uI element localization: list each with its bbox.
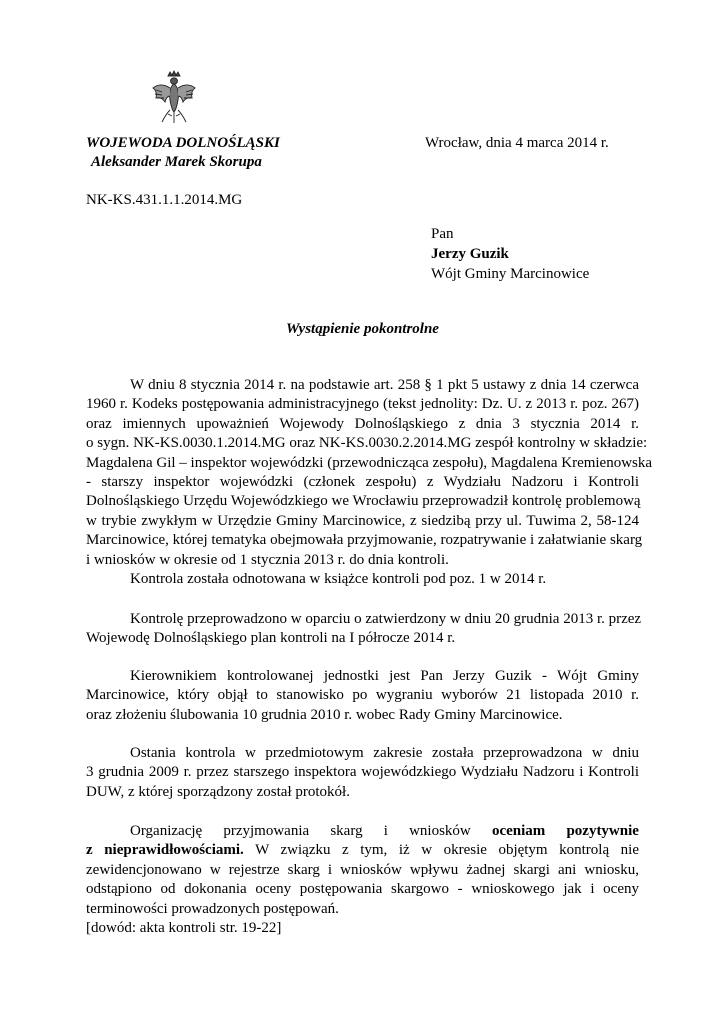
text-line: Kontrolę przeprowadzono w oparciu o zatwierdzony w dniu 20 grudnia 2013 r. przez: [130, 611, 642, 627]
document-title: Wystąpienie pokontrolne: [286, 321, 439, 337]
text-line: Wojewodę Dolnośląskiego plan kontroli na I półrocze 2014 r.: [86, 630, 456, 647]
word: skarg: [330, 823, 363, 839]
text-line: Marcinowice, który objął to stanowisko po wygraniu wyborów 21 listopada 2010 r.: [86, 687, 639, 704]
text-line: terminowości prowadzonych postępowań.: [86, 900, 339, 917]
text-line: odstąpiono od dokonania oceny postępowania skargowo - wnioskowego jak i oceny: [86, 881, 639, 898]
text-line: Marcinowice, której tematyka obejmowała przyjmowanie, rozpatrywanie i załatwianie skarg: [86, 532, 643, 549]
text-line: oraz imiennych upoważnień Wojewody Dolnośląskiego z dnia 3 stycznia 2014 r.: [86, 415, 639, 432]
evidence-note: [dowód: akta kontroli str. 19-22]: [86, 920, 282, 937]
org-name: Aleksander Marek Skorupa: [91, 154, 262, 170]
text-line: 1960 r. Kodeks postępowania administracyjnego (tekst jednolity: Dz. U. z 2013 r. poz. 267): [86, 396, 639, 413]
paragraph-inspection-details: [86, 376, 653, 589]
assessment-result: z nieprawidłowościami.: [86, 842, 244, 859]
paragraph-assessment: [86, 822, 639, 938]
text-line: o sygn. NK-KS.0030.1.2014.MG oraz NK-KS.0030.2.2014.MG zespół kontrolny w składzie:: [86, 435, 648, 452]
polish-eagle-emblem: [148, 70, 200, 126]
assessment-keyword: pozytywnie: [566, 823, 639, 839]
paragraph-last-inspection: [86, 744, 639, 802]
text-line: zewidencjonowano w rejestrze skarg i wniosków wpływu żadnej skargi ani wniosku,: [86, 861, 639, 878]
text-line: z nieprawidłowościami. W związku z tym, iż w okresie objętym kontrolą nie: [86, 842, 639, 859]
text-line: 3 grudnia 2009 r. przez starszego inspektora wojewódzkiego Wydziału Nadzoru i Kontroli: [86, 764, 639, 781]
word: wniosków: [409, 823, 471, 839]
text-line: - starszy inspektor wojewódzki (członek zespołu) z Wydziału Nadzoru i Kontroli: [86, 474, 639, 491]
text-line: Magdalena Gil – inspektor wojewódzki (przewodnicząca zespołu), Magdalena Kremienowska: [86, 454, 653, 471]
text-line: i wniosków w okresie od 1 stycznia 2013 r. do dnia kontroli.: [86, 551, 449, 568]
word: przyjmowania: [223, 823, 310, 839]
text-line: w trybie zwykłym w Urzędzie Gminy Marcinowice, z siedzibą przy ul. Tuwima 2, 58-124: [86, 512, 639, 529]
word: Organizację: [130, 823, 203, 839]
reference-number: NK-KS.431.1.1.2014.MG: [86, 192, 243, 208]
recipient-position: Wójt Gminy Marcinowice: [431, 266, 590, 282]
recipient-name: Jerzy Guzik: [431, 246, 509, 262]
text-line: Ostania kontrola w przedmiotowym zakresie została przeprowadzona w dniu: [130, 745, 639, 761]
word: i: [383, 823, 388, 839]
paragraph-plan: [86, 610, 642, 649]
text-line: Kierownikiem kontrolowanej jednostki jest Pan Jerzy Guzik - Wójt Gminy: [130, 668, 639, 684]
text-line: W dniu 8 stycznia 2014 r. na podstawie art. 258 § 1 pkt 5 ustawy z dnia 14 czerwca: [130, 377, 639, 393]
recipient-salutation: Pan: [431, 226, 454, 242]
assessment-keyword: oceniam: [491, 823, 546, 839]
text-line: Kontrola została odnotowana w książce kontroli pod poz. 1 w 2014 r.: [130, 571, 547, 588]
text-line: oraz złożeniu ślubowania 10 grudnia 2010 r. wobec Rady Gminy Marcinowice.: [86, 706, 563, 723]
assessment-first-line: [86, 822, 639, 841]
org-title: WOJEWODA DOLNOŚLĄSKI: [86, 135, 280, 151]
place-date: Wrocław, dnia 4 marca 2014 r.: [425, 135, 609, 151]
paragraph-head-of-unit: [86, 667, 639, 725]
text-line: DUW, z której sporządzony został protokół.: [86, 783, 350, 800]
text-line: Dolnośląskiego Urzędu Wojewódzkiego we Wrocławiu przeprowadził kontrolę problemową: [86, 493, 641, 510]
